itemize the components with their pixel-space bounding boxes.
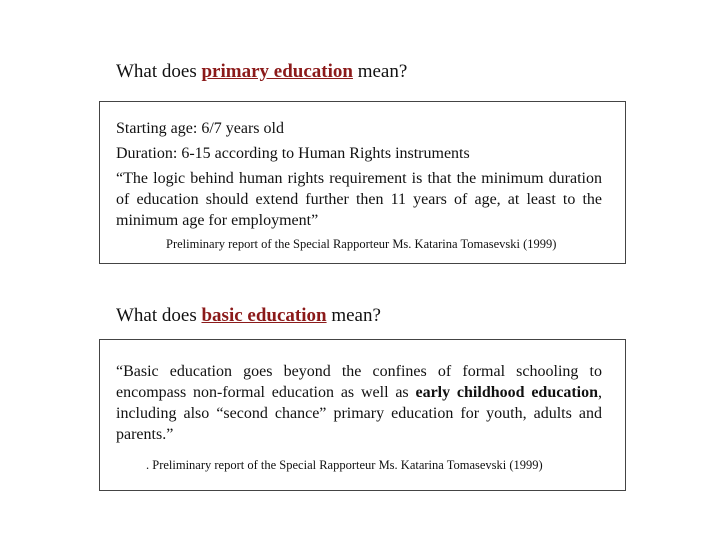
starting-age-line: Starting age: 6/7 years old (116, 120, 284, 137)
primary-education-box (99, 101, 626, 264)
heading-suffix: mean? (352, 61, 408, 82)
basic-education-heading (116, 304, 381, 328)
heading-suffix: mean? (326, 305, 381, 326)
citation-text: Preliminary report of the Special Rapporteur Ms. Katarina Tomasevski (1999) (152, 458, 543, 472)
primary-education-heading (116, 60, 407, 84)
primary-citation: Preliminary report of the Special Rapporteur Ms. Katarina Tomasevski (1999) (166, 237, 557, 251)
heading-prefix: What does (116, 305, 202, 326)
heading-prefix: What does (116, 61, 202, 82)
citation-prefix: . (146, 458, 153, 472)
basic-education-box (99, 339, 626, 491)
basic-quote-part2: , including also “second chance” primary education for youth, adults and parents.” (116, 384, 603, 443)
basic-quote-emphasis: early childhood education (415, 384, 599, 401)
primary-quote: “The logic behind human rights requirement is that the minimum duration of education should extend further then 11 years of age, at least to the minimum age for employment” (116, 170, 602, 229)
heading-highlight: primary education (201, 61, 353, 82)
heading-highlight: basic education (201, 305, 327, 326)
basic-quote (116, 361, 602, 445)
basic-citation (146, 457, 543, 473)
basic-quote-part1: “Basic education goes beyond the confines of formal schooling to encompass non-formal education as well as (116, 363, 602, 401)
duration-line: Duration: 6-15 according to Human Rights instruments (116, 145, 470, 162)
